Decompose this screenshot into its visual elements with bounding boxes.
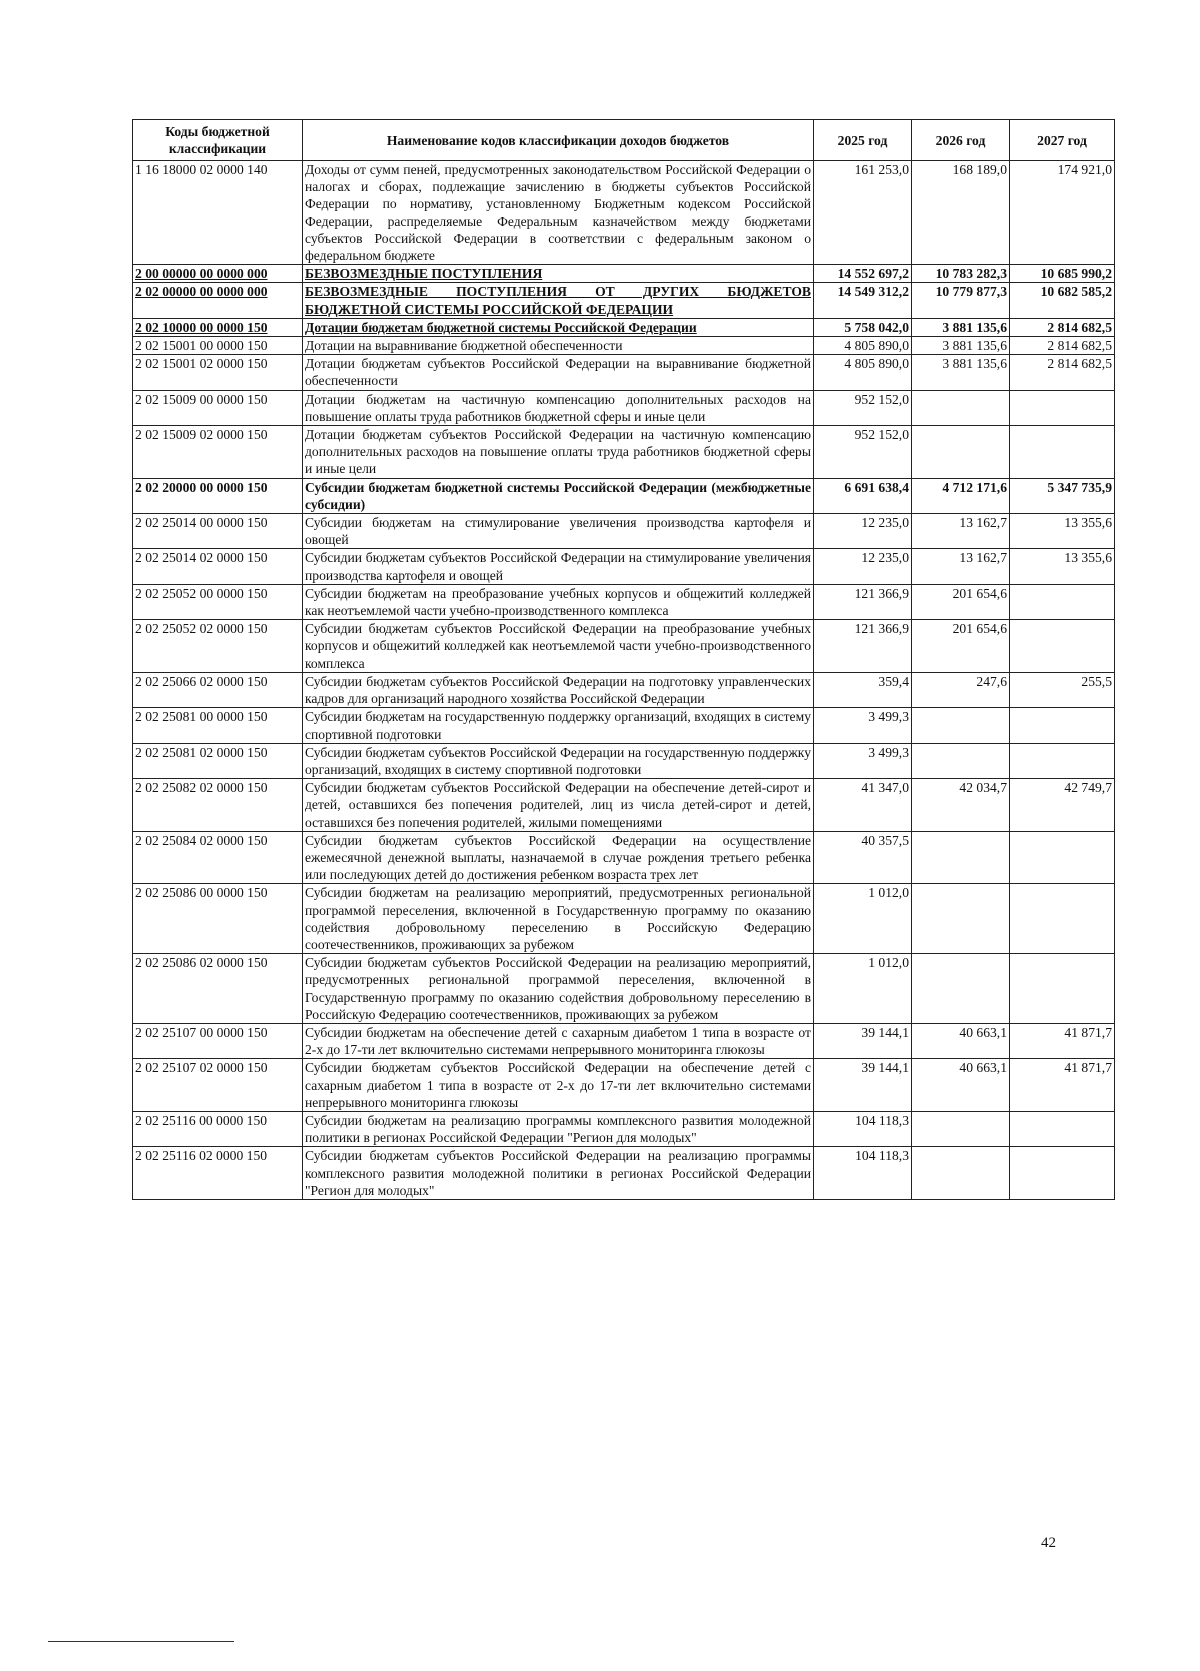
code-cell: 2 02 25086 02 0000 150 [133, 954, 303, 1024]
value-2025-cell: 3 499,3 [814, 708, 912, 743]
name-cell: Субсидии бюджетам бюджетной системы Российской Федерации (межбюджетные субсидии) [303, 478, 814, 513]
name-cell: Дотации бюджетам субъектов Российской Федерации на частичную компенсацию дополнительных расходов на повышение оплаты труда работников бюджетной сферы и иные цели [303, 426, 814, 479]
name-cell: Субсидии бюджетам субъектов Российской Федерации на стимулирование увеличения производства картофеля и овощей [303, 549, 814, 584]
name-cell: Доходы от сумм пеней, предусмотренных законодательством Российской Федерации о налогах и сборах, подлежащие зачислению в бюджеты субъектов Российской Федерации по нормативу, установленному Бюджетным кодексом Российской Федерации, распределяемые Федеральным казначейством между бюджетами субъектов Российской Федерации в соответствии с федеральным законом о федеральном бюджете [303, 161, 814, 265]
footnote-divider [48, 1641, 234, 1642]
table-body [133, 161, 1115, 1200]
code-cell: 1 16 18000 02 0000 140 [133, 161, 303, 265]
table-row [133, 672, 1115, 707]
value-2027-cell [1010, 620, 1115, 673]
name-cell: Субсидии бюджетам субъектов Российской Федерации на государственную поддержку организаций, входящих в систему спортивной подготовки [303, 743, 814, 778]
code-cell: 2 02 25052 00 0000 150 [133, 584, 303, 619]
table-row [133, 779, 1115, 832]
name-cell: Субсидии бюджетам на государственную поддержку организаций, входящих в систему спортивной подготовки [303, 708, 814, 743]
value-2027-cell [1010, 426, 1115, 479]
value-2026-cell: 168 189,0 [912, 161, 1010, 265]
table-row [133, 549, 1115, 584]
header-2025: 2025 год [814, 120, 912, 161]
value-2027-cell: 2 814 682,5 [1010, 337, 1115, 355]
name-cell: Субсидии бюджетам на реализацию мероприятий, предусмотренных региональной программой переселения, включенной в Государственную программу по оказанию содействия добровольному переселению в Российскую Федерацию соотечественников, проживающих за рубежом [303, 884, 814, 954]
value-2025-cell: 12 235,0 [814, 514, 912, 549]
value-2027-cell [1010, 584, 1115, 619]
value-2027-cell: 2 814 682,5 [1010, 355, 1115, 390]
code-cell: 2 02 25014 02 0000 150 [133, 549, 303, 584]
name-cell: Субсидии бюджетам на стимулирование увеличения производства картофеля и овощей [303, 514, 814, 549]
value-2026-cell: 40 663,1 [912, 1023, 1010, 1058]
code-cell: 2 02 25014 00 0000 150 [133, 514, 303, 549]
code-cell: 2 02 25116 00 0000 150 [133, 1111, 303, 1146]
value-2025-cell: 14 549 312,2 [814, 283, 912, 318]
table-row [133, 478, 1115, 513]
value-2026-cell [912, 1147, 1010, 1200]
name-cell: Дотации бюджетам на частичную компенсацию дополнительных расходов на повышение оплаты труда работников бюджетной сферы и иные цели [303, 390, 814, 425]
name-cell: Дотации бюджетам бюджетной системы Российской Федерации [303, 318, 814, 336]
value-2025-cell: 952 152,0 [814, 390, 912, 425]
value-2027-cell: 13 355,6 [1010, 549, 1115, 584]
value-2026-cell: 42 034,7 [912, 779, 1010, 832]
code-cell: 2 02 25107 02 0000 150 [133, 1059, 303, 1112]
value-2027-cell [1010, 884, 1115, 954]
table-row [133, 337, 1115, 355]
value-2027-cell: 5 347 735,9 [1010, 478, 1115, 513]
code-cell: 2 02 25081 00 0000 150 [133, 708, 303, 743]
code-cell: 2 00 00000 00 0000 000 [133, 265, 303, 283]
name-cell: Субсидии бюджетам субъектов Российской Федерации на осуществление ежемесячной денежной выплаты, назначаемой в случае рождения третьего ребенка или последующих детей до достижения ребенком возраста трех лет [303, 831, 814, 884]
value-2025-cell: 3 499,3 [814, 743, 912, 778]
value-2027-cell: 10 682 585,2 [1010, 283, 1115, 318]
table-row [133, 1023, 1115, 1058]
name-cell: Субсидии бюджетам субъектов Российской Федерации на обеспечение детей-сирот и детей, оставшихся без попечения родителей, лиц из числа детей-сирот и детей, оставшихся без попечения родителей, жилыми помещениями [303, 779, 814, 832]
code-cell: 2 02 20000 00 0000 150 [133, 478, 303, 513]
header-2027: 2027 год [1010, 120, 1115, 161]
name-cell: Дотации на выравнивание бюджетной обеспеченности [303, 337, 814, 355]
value-2025-cell: 39 144,1 [814, 1023, 912, 1058]
value-2026-cell: 247,6 [912, 672, 1010, 707]
name-cell: БЕЗВОЗМЕЗДНЫЕ ПОСТУПЛЕНИЯ [303, 265, 814, 283]
name-cell: Субсидии бюджетам субъектов Российской Федерации на подготовку управленческих кадров для организаций народного хозяйства Российской Федерации [303, 672, 814, 707]
value-2027-cell [1010, 390, 1115, 425]
value-2027-cell: 13 355,6 [1010, 514, 1115, 549]
value-2027-cell: 174 921,0 [1010, 161, 1115, 265]
value-2025-cell: 1 012,0 [814, 954, 912, 1024]
table-row [133, 265, 1115, 283]
value-2027-cell [1010, 1111, 1115, 1146]
value-2025-cell: 6 691 638,4 [814, 478, 912, 513]
value-2026-cell [912, 954, 1010, 1024]
code-cell: 2 02 25086 00 0000 150 [133, 884, 303, 954]
table-row [133, 831, 1115, 884]
value-2026-cell [912, 390, 1010, 425]
value-2026-cell: 3 881 135,6 [912, 318, 1010, 336]
code-cell: 2 02 15009 00 0000 150 [133, 390, 303, 425]
value-2025-cell: 39 144,1 [814, 1059, 912, 1112]
name-cell: Субсидии бюджетам на преобразование учебных корпусов и общежитий колледжей как неотъемлемой части учебно-производственного комплекса [303, 584, 814, 619]
code-cell: 2 02 25116 02 0000 150 [133, 1147, 303, 1200]
table-row [133, 355, 1115, 390]
budget-revenue-table [132, 119, 1115, 1200]
code-cell: 2 02 10000 00 0000 150 [133, 318, 303, 336]
value-2025-cell: 14 552 697,2 [814, 265, 912, 283]
table-row [133, 884, 1115, 954]
table-row [133, 584, 1115, 619]
value-2025-cell: 4 805 890,0 [814, 355, 912, 390]
value-2025-cell: 1 012,0 [814, 884, 912, 954]
value-2026-cell: 201 654,6 [912, 584, 1010, 619]
table-row [133, 283, 1115, 318]
value-2026-cell: 40 663,1 [912, 1059, 1010, 1112]
value-2025-cell: 121 366,9 [814, 620, 912, 673]
value-2026-cell: 13 162,7 [912, 549, 1010, 584]
table-row [133, 708, 1115, 743]
name-cell: Субсидии бюджетам субъектов Российской Федерации на реализацию мероприятий, предусмотренных региональной программой переселения, включенной в Государственную программу по оказанию содействия добровольному переселению в Российскую Федерацию соотечественников, проживающих за рубежом [303, 954, 814, 1024]
table-row [133, 390, 1115, 425]
value-2027-cell: 255,5 [1010, 672, 1115, 707]
table-row [133, 161, 1115, 265]
table-header-row [133, 120, 1115, 161]
table-row [133, 1147, 1115, 1200]
name-cell: Дотации бюджетам субъектов Российской Федерации на выравнивание бюджетной обеспеченности [303, 355, 814, 390]
value-2026-cell [912, 1111, 1010, 1146]
value-2025-cell: 952 152,0 [814, 426, 912, 479]
code-cell: 2 02 00000 00 0000 000 [133, 283, 303, 318]
code-cell: 2 02 15001 02 0000 150 [133, 355, 303, 390]
table-row [133, 426, 1115, 479]
table-row [133, 318, 1115, 336]
value-2027-cell [1010, 1147, 1115, 1200]
value-2026-cell: 10 783 282,3 [912, 265, 1010, 283]
value-2025-cell: 12 235,0 [814, 549, 912, 584]
value-2025-cell: 104 118,3 [814, 1111, 912, 1146]
value-2027-cell [1010, 954, 1115, 1024]
value-2027-cell [1010, 743, 1115, 778]
value-2025-cell: 121 366,9 [814, 584, 912, 619]
code-cell: 2 02 25084 02 0000 150 [133, 831, 303, 884]
code-cell: 2 02 25107 00 0000 150 [133, 1023, 303, 1058]
value-2026-cell [912, 708, 1010, 743]
page-number: 42 [1041, 1535, 1056, 1551]
value-2027-cell: 10 685 990,2 [1010, 265, 1115, 283]
value-2026-cell: 4 712 171,6 [912, 478, 1010, 513]
value-2025-cell: 5 758 042,0 [814, 318, 912, 336]
code-cell: 2 02 15009 02 0000 150 [133, 426, 303, 479]
value-2027-cell: 41 871,7 [1010, 1059, 1115, 1112]
value-2026-cell: 201 654,6 [912, 620, 1010, 673]
header-code: Коды бюджетной классификации [133, 120, 303, 161]
table-row [133, 1059, 1115, 1112]
value-2026-cell: 13 162,7 [912, 514, 1010, 549]
table-row [133, 1111, 1115, 1146]
table-row [133, 620, 1115, 673]
name-cell: Субсидии бюджетам на обеспечение детей с сахарным диабетом 1 типа в возрасте от 2-х до 17-ти лет включительно системами непрерывного мониторинга глюкозы [303, 1023, 814, 1058]
name-cell: Субсидии бюджетам субъектов Российской Федерации на обеспечение детей с сахарным диабетом 1 типа в возрасте от 2-х до 17-ти лет включительно системами непрерывного мониторинга глюкозы [303, 1059, 814, 1112]
value-2025-cell: 41 347,0 [814, 779, 912, 832]
value-2027-cell [1010, 831, 1115, 884]
value-2025-cell: 4 805 890,0 [814, 337, 912, 355]
value-2025-cell: 40 357,5 [814, 831, 912, 884]
value-2025-cell: 359,4 [814, 672, 912, 707]
code-cell: 2 02 25081 02 0000 150 [133, 743, 303, 778]
value-2027-cell: 42 749,7 [1010, 779, 1115, 832]
value-2026-cell [912, 831, 1010, 884]
value-2027-cell: 41 871,7 [1010, 1023, 1115, 1058]
table-row [133, 954, 1115, 1024]
table-row [133, 514, 1115, 549]
code-cell: 2 02 25066 02 0000 150 [133, 672, 303, 707]
name-cell: Субсидии бюджетам субъектов Российской Федерации на реализацию программы комплексного развития молодежной политики в регионах Российской Федерации "Регион для молодых" [303, 1147, 814, 1200]
code-cell: 2 02 25082 02 0000 150 [133, 779, 303, 832]
header-name: Наименование кодов классификации доходов бюджетов [303, 120, 814, 161]
code-cell: 2 02 25052 02 0000 150 [133, 620, 303, 673]
value-2026-cell [912, 426, 1010, 479]
value-2025-cell: 161 253,0 [814, 161, 912, 265]
value-2026-cell: 3 881 135,6 [912, 337, 1010, 355]
value-2027-cell: 2 814 682,5 [1010, 318, 1115, 336]
name-cell: Субсидии бюджетам субъектов Российской Федерации на преобразование учебных корпусов и общежитий колледжей как неотъемлемой части учебно-производственного комплекса [303, 620, 814, 673]
value-2025-cell: 104 118,3 [814, 1147, 912, 1200]
table-row [133, 743, 1115, 778]
code-cell: 2 02 15001 00 0000 150 [133, 337, 303, 355]
header-2026: 2026 год [912, 120, 1010, 161]
value-2026-cell [912, 743, 1010, 778]
value-2026-cell: 3 881 135,6 [912, 355, 1010, 390]
value-2027-cell [1010, 708, 1115, 743]
name-cell: БЕЗВОЗМЕЗДНЫЕ ПОСТУПЛЕНИЯ ОТ ДРУГИХ БЮДЖЕТОВ БЮДЖЕТНОЙ СИСТЕМЫ РОССИЙСКОЙ ФЕДЕРАЦИИ [303, 283, 814, 318]
name-cell: Субсидии бюджетам на реализацию программы комплексного развития молодежной политики в регионах Российской Федерации "Регион для молодых" [303, 1111, 814, 1146]
value-2026-cell [912, 884, 1010, 954]
value-2026-cell: 10 779 877,3 [912, 283, 1010, 318]
